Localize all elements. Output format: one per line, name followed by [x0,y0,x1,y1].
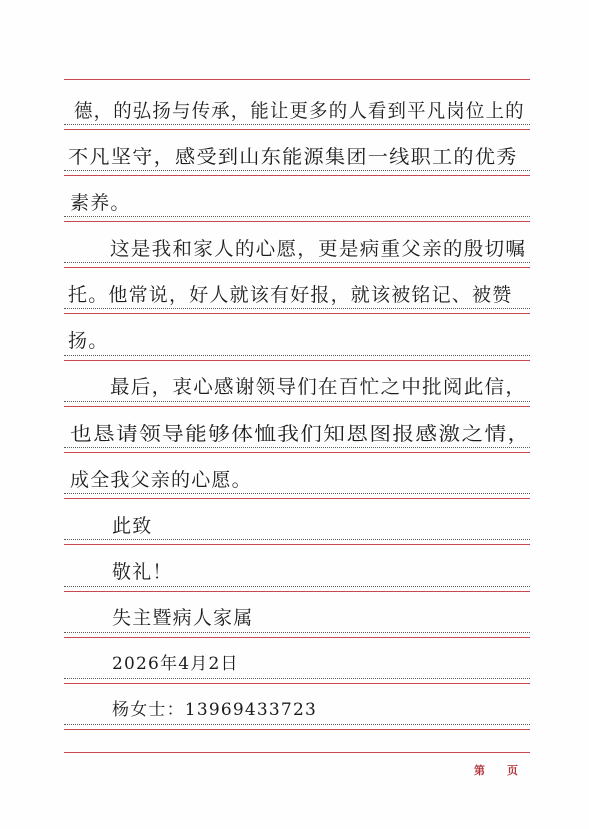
ruled-line [64,360,530,361]
ruled-line [64,175,530,176]
closing-salutation: 此致 [112,515,153,537]
ruled-line-dotted [64,401,530,402]
ruled-line-dotted [64,678,530,679]
ruled-line [64,752,530,753]
signature: 失主暨病人家属 [112,607,254,629]
letter-line-4: 这是我和家人的心愿，更是病重父亲的殷切嘱 [110,238,527,260]
ruled-line [64,452,530,453]
page-label-suffix: 页 [507,764,518,777]
ruled-line [64,637,530,638]
ruled-line [64,129,530,130]
letter-line-2: 不凡坚守，感受到山东能源集团一线职工的优秀 [68,146,518,168]
ruled-line [64,221,530,222]
letter-line-8: 也恳请领导能够体恤我们知恩图报感激之情， [70,423,531,445]
ruled-line-dotted [64,539,530,540]
ruled-line [64,313,530,314]
page-label-prefix: 第 [474,764,485,777]
letter-line-1: 德，的弘扬与传承，能让更多的人看到平凡岗位上的 [74,100,525,122]
ruled-line [64,406,530,407]
ruled-line [64,683,530,684]
ruled-line [64,498,530,499]
ruled-line [64,591,530,592]
ruled-line [64,267,530,268]
ruled-line-dotted [64,355,530,356]
ruled-line [64,79,530,80]
ruled-line-dotted [64,632,530,633]
page-number-label [474,762,518,778]
ruled-line [64,729,530,730]
ruled-line-dotted [64,493,530,494]
ruled-line-dotted [64,308,530,309]
letter-line-9: 成全我父亲的心愿。 [70,469,252,491]
letter-date: 2026年4月2日 [112,654,239,674]
letter-line-7: 最后，衷心感谢领导们在百忙之中批阅此信， [110,376,527,398]
letter-line-5: 托。他常说，好人就该有好报，就该被铭记、被赞 [68,284,513,306]
ruled-line-dotted [64,170,530,171]
ruled-line [64,544,530,545]
ruled-line-dotted [64,447,530,448]
ruled-line-dotted [64,262,530,263]
letter-line-6: 扬。 [68,330,109,352]
letter-line-3: 素养。 [70,192,131,214]
contact-info: 杨女士：13969433723 [112,700,317,720]
ruled-line-dotted [64,586,530,587]
ruled-line-dotted [64,216,530,217]
ruled-line-dotted [64,124,530,125]
closing-regards: 敬礼！ [112,561,173,583]
ruled-line-dotted [64,724,530,725]
